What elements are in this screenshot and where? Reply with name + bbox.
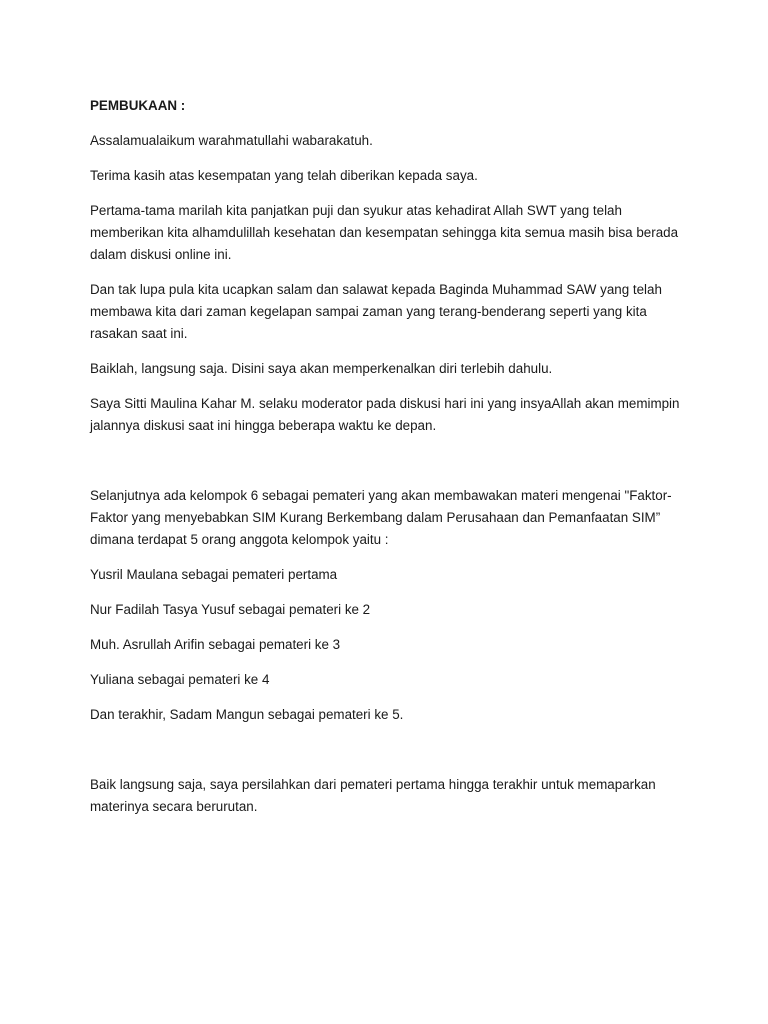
paragraph-moderator: Saya Sitti Maulina Kahar M. selaku moderator pada diskusi hari ini yang insyaAllah akan memimpin jalannya diskusi saat ini hingga beberapa waktu ke depan.: [90, 396, 680, 433]
spacer: [90, 450, 690, 485]
document-body: [90, 95, 690, 831]
spacer: [90, 739, 690, 774]
paragraph-closing: Baik langsung saja, saya persilahkan dari pemateri pertama hingga terakhir untuk memaparkan materinya secara berurutan.: [90, 777, 656, 814]
paragraph-introduction: Baiklah, langsung saja. Disini saya akan memperkenalkan diri terlebih dahulu.: [90, 361, 553, 376]
paragraph-thanks: Terima kasih atas kesempatan yang telah diberikan kepada saya.: [90, 168, 478, 183]
paragraph-gratitude: Pertama-tama marilah kita panjatkan puji dan syukur atas kehadirat Allah SWT yang telah memberikan kita alhamdulillah kesehatan dan kesempatan sehingga kita semua masih bisa berada dalam diskusi online ini.: [90, 203, 679, 262]
section-heading: PEMBUKAAN :: [90, 98, 186, 113]
presenter-4: Yuliana sebagai pemateri ke 4: [90, 672, 270, 687]
presenter-3: Muh. Asrullah Arifin sebagai pemateri ke 3: [90, 637, 341, 652]
paragraph-group-topic: Selanjutnya ada kelompok 6 sebagai pemateri yang akan membawakan materi mengenai "Faktor-Faktor yang menyebabkan SIM Kurang Berkembang dalam Perusahaan dan Pemanfaatan SIM” dimana terdapat 5 orang anggota kelompok yaitu :: [90, 488, 672, 547]
paragraph-greeting: Assalamualaikum warahmatullahi wabarakatuh.: [90, 133, 373, 148]
presenter-2: Nur Fadilah Tasya Yusuf sebagai pemateri ke 2: [90, 602, 371, 617]
presenter-5: Dan terakhir, Sadam Mangun sebagai pemateri ke 5.: [90, 707, 404, 722]
presenter-1: Yusril Maulana sebagai pemateri pertama: [90, 567, 338, 582]
paragraph-salawat: Dan tak lupa pula kita ucapkan salam dan salawat kepada Baginda Muhammad SAW yang telah membawa kita dari zaman kegelapan sampai zaman yang terang-benderang seperti yang kita rasakan saat ini.: [90, 282, 662, 341]
